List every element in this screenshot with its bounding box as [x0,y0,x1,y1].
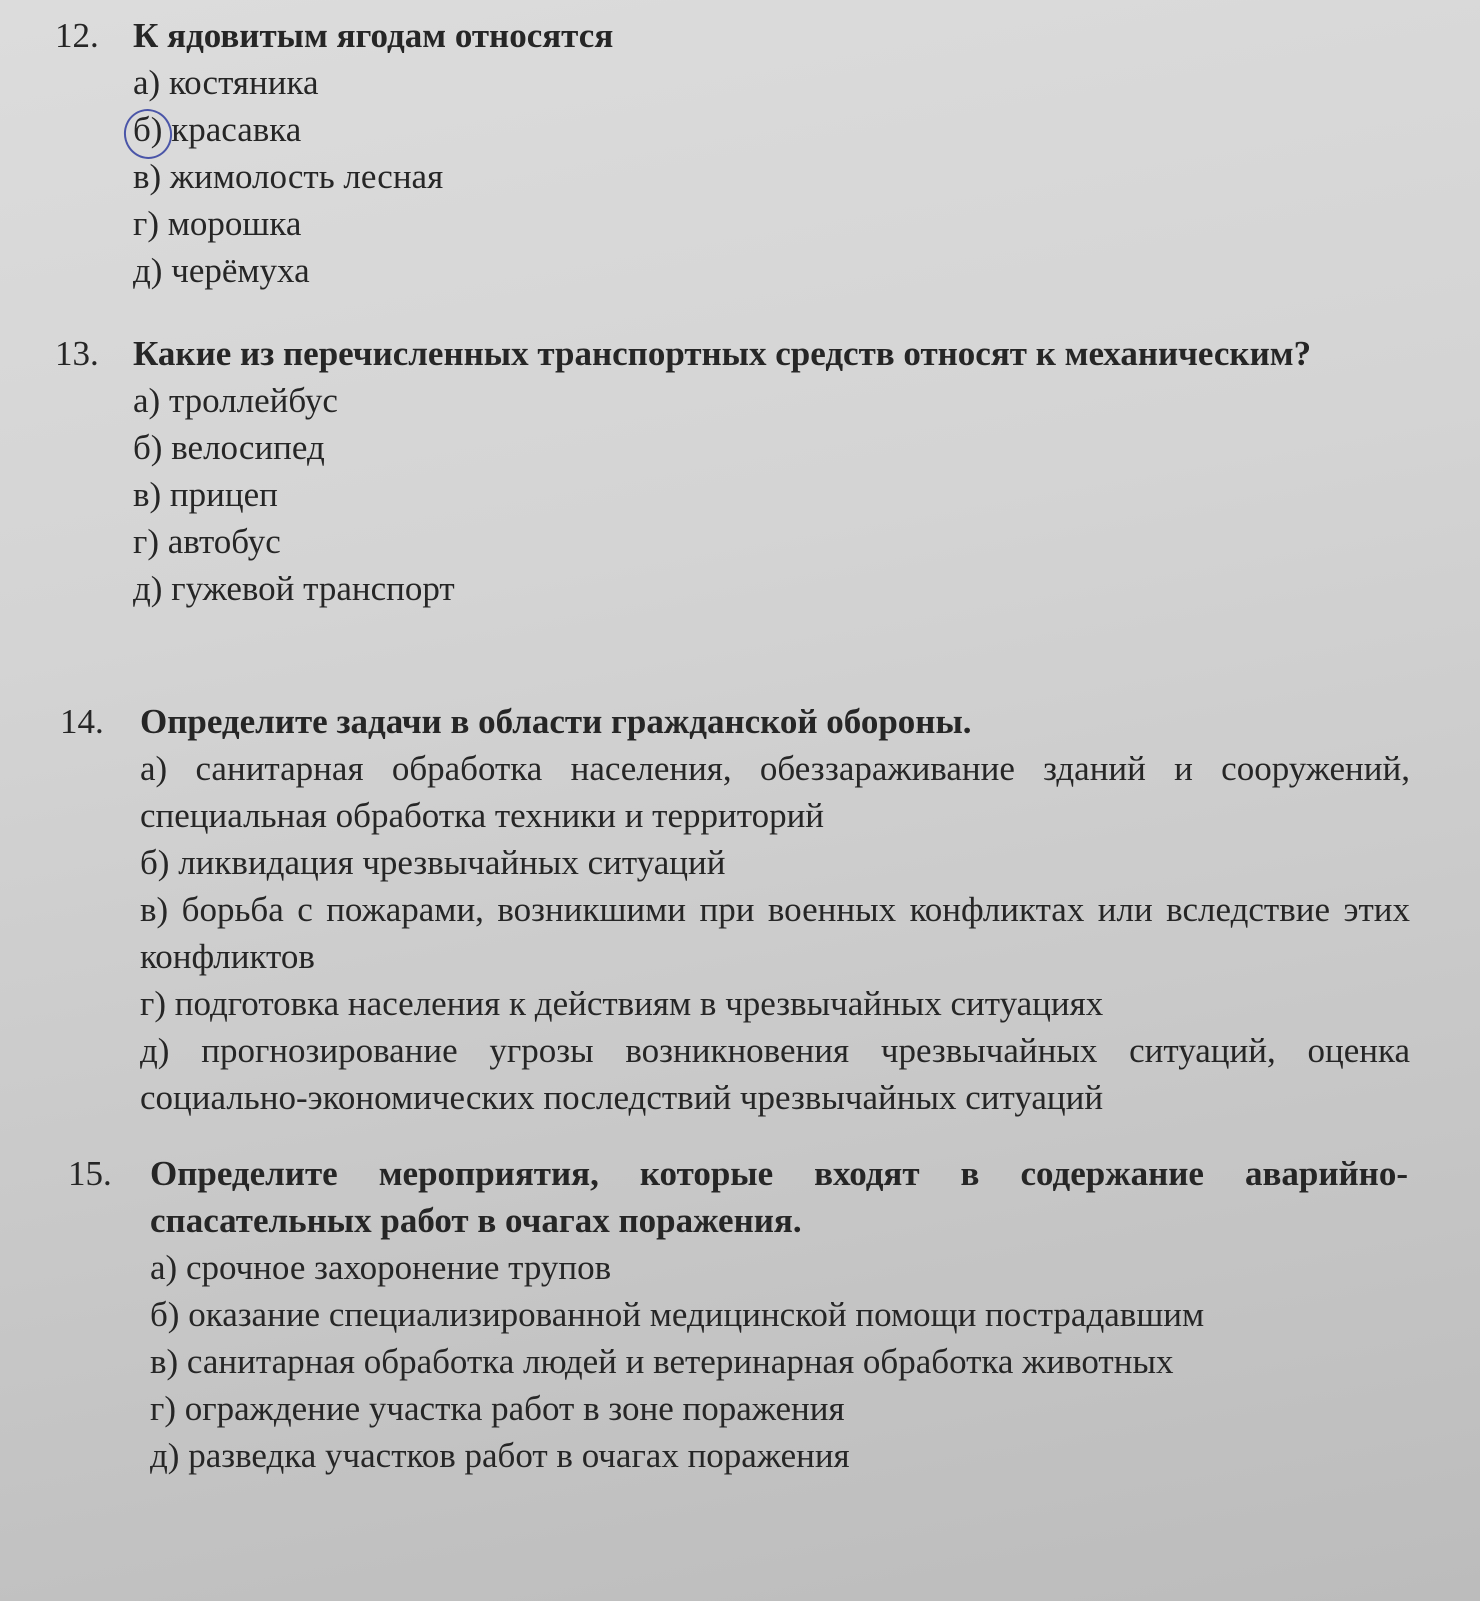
answer-option: д) прогнозирование угрозы возникновения чрезвычайных ситуаций, оценка социально-экономических последствий чрезвычайных ситуаций [140,1031,1410,1117]
question-text: Определите задачи в области гражданской обороны. [140,702,972,741]
answer-option: г) ограждение участка работ в зоне поражения [150,1389,845,1428]
question-text: Определите мероприятия, которые входят в содержание аварийно-спасательных работ в очагах поражения. [150,1154,1408,1240]
answer-option: г) подготовка населения к действиям в чрезвычайных ситуациях [140,984,1104,1023]
question-text: К ядовитым ягодам относятся [133,16,614,55]
question-12 [55,12,1415,294]
answer-option: б) оказание специализированной медицинской помощи пострадавшим [150,1295,1205,1334]
answer-option: д) гужевой транспорт [133,569,455,608]
question-13 [55,330,1410,612]
answer-option: а) троллейбус [133,381,338,420]
answer-option: а) срочное захоронение трупов [150,1248,612,1287]
answer-option: в) жимолость лесная [133,157,444,196]
answer-option: г) автобус [133,522,281,561]
answer-option-selected: б) красавка [133,110,302,149]
answer-option: в) прицеп [133,475,278,514]
answer-option: д) разведка участков работ в очагах поражения [150,1436,850,1475]
question-15 [68,1150,1408,1479]
answer-option: в) санитарная обработка людей и ветеринарная обработка животных [150,1342,1174,1381]
question-text: Какие из перечисленных транспортных средств относят к механическим? [133,334,1312,373]
answer-option: а) костяника [133,63,319,102]
answer-option: б) велосипед [133,428,325,467]
answer-option: б) ликвидация чрезвычайных ситуаций [140,843,726,882]
answer-option: в) борьба с пожарами, возникшими при военных конфликтах или вследствие этих конфликтов [140,890,1410,976]
question-14 [60,698,1410,1121]
answer-option: д) черёмуха [133,251,310,290]
question-number: 13. [55,334,99,373]
question-number: 14. [60,702,104,741]
answer-option: а) санитарная обработка населения, обеззараживание зданий и сооружений, специальная обработка техники и территорий [140,749,1410,835]
answer-option: г) морошка [133,204,302,243]
question-number: 15. [68,1154,112,1193]
question-number: 12. [55,16,99,55]
